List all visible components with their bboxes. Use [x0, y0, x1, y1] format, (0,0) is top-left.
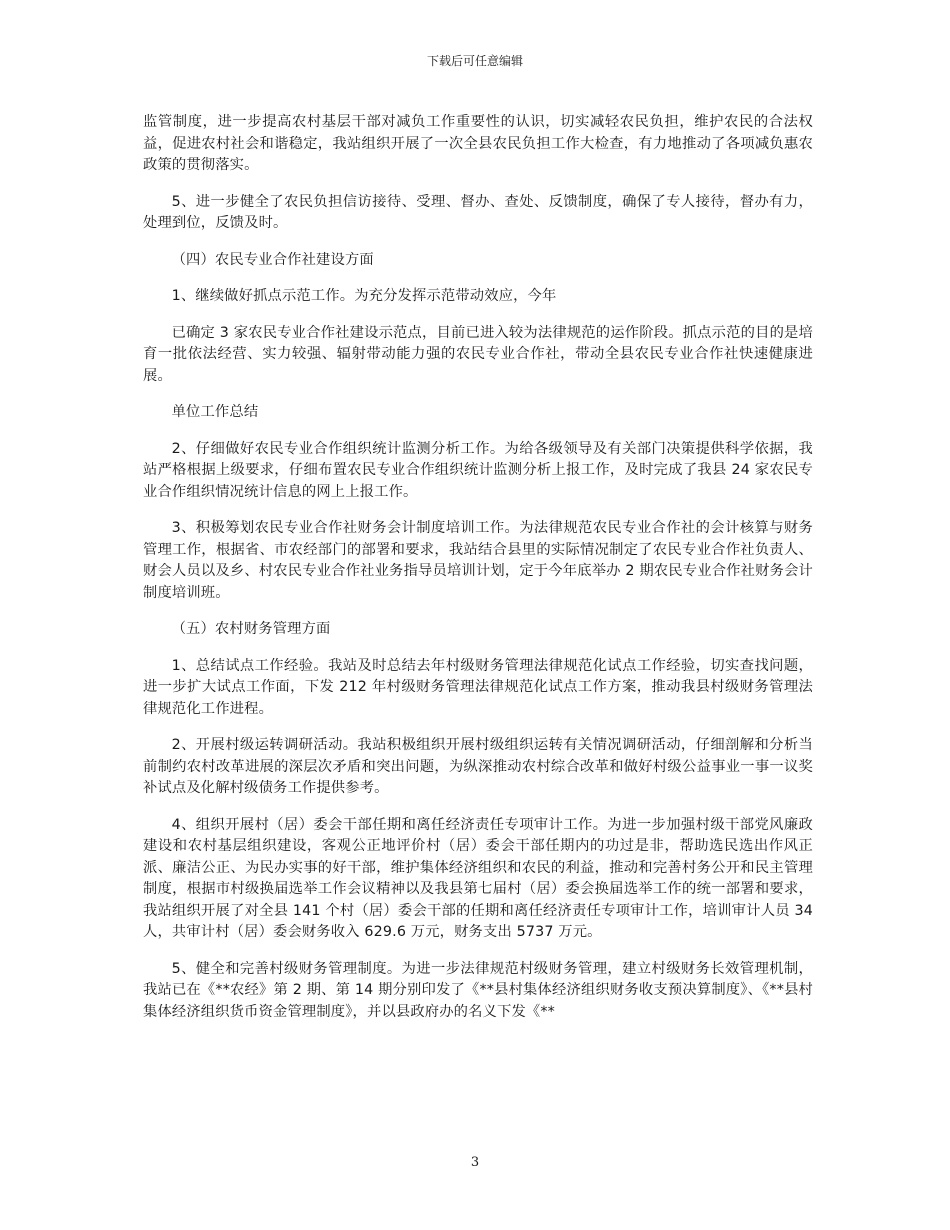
paragraph: 监管制度，进一步提高农村基层干部对减负工作重要性的认识，切实减轻农民负担，维护农民的合法权益，促进农村社会和谐稳定，我站组织开展了一次全县农民负担工作大检查，有力地推动了各项减负惠农政策的贯彻落实。 [143, 114, 813, 173]
paragraph: 5、健全和完善村级财务管理制度。为进一步法律规范村级财务管理，建立村级财务长效管理机制，我站已在《**农经》第 2 期、第 14 期分别印发了《**县村集体经济组织财务收支预决算制度》、《**县村集体经济组织货币资金管理制度》，并以县政府办的名义下发《** [143, 960, 813, 1020]
document-body [143, 112, 813, 1038]
paragraph: 2、仔细做好农民专业合作组织统计监测分析工作。为给各级领导及有关部门决策提供科学依据，我站严格根据上级要求，仔细布置农民专业合作组织统计监测分析上报工作，及时完成了我县 24 家农民专业合作组织情况统计信息的网上上报工作。 [143, 440, 813, 500]
paragraph: 1、总结试点工作经验。我站及时总结去年村级财务管理法律规范化试点工作经验，切实查找问题，进一步扩大试点工作面，下发 212 年村级财务管理法律规范化试点工作方案，推动我县村级财务管理法律规范化工作进程。 [143, 657, 813, 717]
page-number: 3 [470, 1155, 480, 1170]
section-heading: （四）农民专业合作社建设方面 [171, 251, 374, 268]
paragraph: 1、继续做好抓点示范工作。为充分发挥示范带动效应，今年 [171, 288, 557, 304]
paragraph: 2、开展村级运转调研活动。我站积极组织开展村级组织运转有关情况调研活动，仔细剖解和分析当前制约农村改革进展的深层次矛盾和突出问题，为纵深推动农村综合改革和做好村级公益事业一事一议奖补试点及化解村级债务工作提供参考。 [143, 737, 813, 796]
paragraph: 已确定 3 家农民专业合作社建设示范点，目前已进入较为法律规范的运作阶段。抓点示范的目的是培育一批依法经营、实力较强、辐射带动能力强的农民专业合作社，带动全县农民专业合作社快速健康进展。 [143, 324, 813, 384]
paragraph: 3、积极筹划农民专业合作社财务会计制度培训工作。为法律规范农民专业合作社的会计核算与财务管理工作，根据省、市农经部门的部署和要求，我站结合县里的实际情况制定了农民专业合作社负责人、财会人员以及乡、村农民专业合作社业务指导员培训计划，定于今年底举办 2 期农民专业合作社财务会计制度培训班。 [143, 520, 813, 601]
section-heading: （五）农村财务管理方面 [171, 621, 331, 637]
page-header: 下载后可任意编辑 [426, 54, 523, 68]
paragraph: 4、组织开展村（居）委会干部任期和离任经济责任专项审计工作。为进一步加强村级干部党风廉政建设和农村基层组织建设，客观公正地评价村（居）委会干部任期内的功过是非，帮助选民选出作风正派、廉洁公正、为民办实事的好干部，维护集体经济组织和农民的利益，推动和完善村务公开和民主管理制度，根据市村级换届选举工作会议精神以及我县第七届村（居）委会换届选举工作的统一部署和要求，我站组织开展了对全县 141 个村（居）委会干部的任期和离任经济责任专项审计工作，培训审计人员 34 人，共审计村（居）委会财务收入 629.6 万元，财务支出 5737 万元。 [143, 816, 813, 940]
paragraph: 5、进一步健全了农民负担信访接待、受理、督办、查处、反馈制度，确保了专人接待，督办有力，处理到位，反馈及时。 [143, 193, 813, 231]
paragraph: 单位工作总结 [171, 404, 259, 420]
